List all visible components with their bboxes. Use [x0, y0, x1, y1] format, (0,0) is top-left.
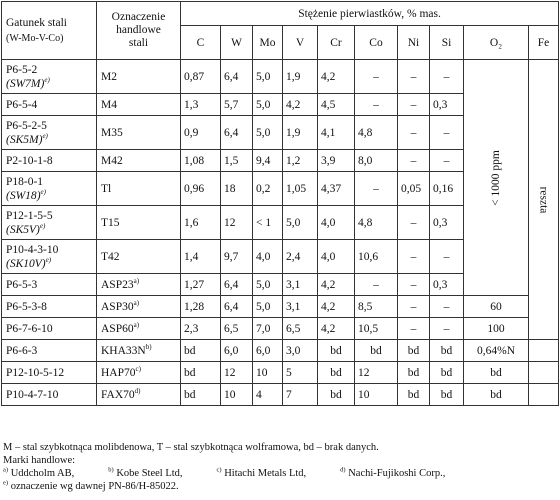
value-co: 4,8: [355, 116, 398, 150]
trade-name-cell: HAP70$^{c)}$: [97, 362, 181, 384]
value-c: 1,08: [181, 150, 221, 172]
value-cr: 4,2: [318, 318, 355, 340]
table-row: [2, 384, 559, 406]
value-o2: 60: [464, 296, 529, 318]
trade-name-cell: M2: [97, 60, 181, 94]
table-row: [2, 362, 559, 384]
value-co: 8,5: [355, 296, 398, 318]
value-cr: 4,0: [318, 240, 355, 274]
value-cr: bd: [318, 340, 355, 362]
footnote-abbreviations: M – stal szybkotnąca molibdenowa, T – stal szybkotnąca wolframowa, bd – brak danych.: [3, 442, 379, 453]
fe-merged-cell: reszta: [529, 60, 559, 340]
steel-grade-cell: P12-1-5-5 $(SK5V)^{e)}$: [2, 206, 97, 240]
value-co: bd: [355, 340, 398, 362]
trade-name-cell: $KHA33N^{b)}$: [97, 340, 181, 362]
value-mo: 7,0: [253, 318, 283, 340]
o2-merged-cell: < 1000 ppm: [464, 60, 529, 296]
value-w: 6,5: [221, 318, 253, 340]
value-ni: –: [398, 116, 430, 150]
value-v: 1,2: [283, 150, 318, 172]
value-v: 3,1: [283, 274, 318, 296]
header-element: W: [221, 26, 253, 60]
steel-grade-cell: P6-7-6-10: [2, 318, 97, 340]
value-ni: –: [398, 150, 430, 172]
trade-mark-note: $^{c)}$ Hitachi Metals Ltd,: [216, 466, 307, 479]
trade-name-cell: Tl: [97, 172, 181, 206]
value-ni: –: [398, 274, 430, 296]
value-si: bd: [430, 362, 464, 384]
value-si: –: [430, 150, 464, 172]
value-co: 10,6: [355, 240, 398, 274]
value-o2: 0,64%N: [464, 340, 529, 362]
value-si: 0,3: [430, 206, 464, 240]
value-cr: 4,37: [318, 172, 355, 206]
table-row: [2, 296, 559, 318]
trade-name-cell: M35: [97, 116, 181, 150]
steel-grade-cell: P6-5-3: [2, 274, 97, 296]
value-ni: –: [398, 240, 430, 274]
value-mo: 0,2: [253, 172, 283, 206]
value-c: 1,3: [181, 94, 221, 116]
value-ni: bd: [398, 340, 430, 362]
steel-grade-cell: P10-4-7-10: [2, 384, 97, 406]
header-element: Fe: [529, 26, 559, 60]
header-element: Cr: [318, 26, 355, 60]
value-fe: [529, 384, 559, 406]
value-v: 1,05: [283, 172, 318, 206]
value-ni: bd: [398, 362, 430, 384]
value-c: bd: [181, 384, 221, 406]
value-si: –: [430, 60, 464, 94]
header-element: Mo: [253, 26, 283, 60]
value-c: bd: [181, 340, 221, 362]
header-element: C: [181, 26, 221, 60]
value-w: 10: [221, 384, 253, 406]
value-v: 4,2: [283, 94, 318, 116]
value-o2: bd: [464, 362, 529, 384]
steel-grade-cell: P6-5-2-5 $(SK5M)^{e)}$: [2, 116, 97, 150]
trade-mark-note: $^{b)}$ Kobe Steel Ltd,: [108, 466, 183, 479]
value-v: 1,9: [283, 116, 318, 150]
value-cr: bd: [318, 384, 355, 406]
value-w: 1,5: [221, 150, 253, 172]
value-co: –: [355, 274, 398, 296]
value-si: bd: [430, 384, 464, 406]
value-w: 12: [221, 206, 253, 240]
value-c: 1,4: [181, 240, 221, 274]
value-v: 7: [283, 384, 318, 406]
header-element: Ni: [398, 26, 430, 60]
value-co: 10: [355, 384, 398, 406]
value-cr: bd: [318, 362, 355, 384]
trade-mark-note: $^{a)}$ Uddcholm AB,: [3, 466, 75, 479]
value-w: 6,0: [221, 340, 253, 362]
value-mo: 6,0: [253, 340, 283, 362]
header-trade-name: Oznaczenie handlowe stali: [97, 2, 181, 60]
steel-grade-cell: P6-6-3: [2, 340, 97, 362]
value-ni: –: [398, 94, 430, 116]
value-co: 8,0: [355, 150, 398, 172]
value-c: 0,9: [181, 116, 221, 150]
value-mo: 5,0: [253, 274, 283, 296]
value-si: 0,16: [430, 172, 464, 206]
steel-grade-cell: P6-5-3-8: [2, 296, 97, 318]
steel-grade-cell: P2-10-1-8: [2, 150, 97, 172]
value-si: –: [430, 296, 464, 318]
value-v: 5: [283, 362, 318, 384]
trade-name-cell: ASP30$^{a)}$: [97, 296, 181, 318]
header-element: Co: [355, 26, 398, 60]
value-co: –: [355, 60, 398, 94]
value-w: 6,4: [221, 60, 253, 94]
value-si: 0,3: [430, 274, 464, 296]
value-mo: 4: [253, 384, 283, 406]
value-o2: 100: [464, 318, 529, 340]
footnote-old-designation: $^{e)}$ oznaczenie wg dawnej PN-86/H-85022.: [3, 479, 179, 492]
value-co: 4,8: [355, 206, 398, 240]
value-v: 5,0: [283, 206, 318, 240]
value-ni: –: [398, 318, 430, 340]
table-row: [2, 60, 559, 94]
value-cr: 4,2: [318, 274, 355, 296]
value-cr: 4,2: [318, 296, 355, 318]
footnote-trade-marks: [3, 467, 558, 480]
value-c: bd: [181, 362, 221, 384]
steel-grade-cell: P6-5-4: [2, 94, 97, 116]
value-si: bd: [430, 340, 464, 362]
value-mo: 5,0: [253, 60, 283, 94]
header-element: V: [283, 26, 318, 60]
value-mo: 5,0: [253, 296, 283, 318]
trade-name-cell: FAX70$^{d)}$: [97, 384, 181, 406]
steel-grade-cell: P10-4-3-10 $(SK10V)^{e)}$: [2, 240, 97, 274]
value-ni: –: [398, 206, 430, 240]
steel-grade-cell: P6-5-2 $(SW7M)^{e)}$: [2, 60, 97, 94]
value-si: –: [430, 116, 464, 150]
value-mo: 9,4: [253, 150, 283, 172]
footnote-trade-marks-label: Marki handlowe:: [3, 455, 76, 466]
value-ni: –: [398, 60, 430, 94]
value-v: 6,5: [283, 318, 318, 340]
value-mo: 5,0: [253, 94, 283, 116]
trade-mark-note: $^{d)}$ Nachi-Fujikoshi Corp.,: [340, 466, 446, 479]
value-si: –: [430, 240, 464, 274]
header-steel-grade: Gatunek stali (W-Mo-V-Co): [2, 2, 97, 60]
value-si: 0,3: [430, 94, 464, 116]
value-c: 0,87: [181, 60, 221, 94]
trade-name-cell: T42: [97, 240, 181, 274]
steel-grade-cell: P12-10-5-12: [2, 362, 97, 384]
trade-name-cell: M4: [97, 94, 181, 116]
header-element: O₂: [464, 26, 529, 60]
value-v: 3,0: [283, 340, 318, 362]
value-cr: 4,1: [318, 116, 355, 150]
value-co: 10,5: [355, 318, 398, 340]
table-footnotes: [3, 441, 558, 493]
value-ni: bd: [398, 384, 430, 406]
value-co: –: [355, 172, 398, 206]
trade-name-cell: T15: [97, 206, 181, 240]
value-fe: [529, 362, 559, 384]
value-v: 1,9: [283, 60, 318, 94]
trade-name-cell: ASP23$^{a)}$: [97, 274, 181, 296]
header-concentration: Stężenie pierwiastków, % mas.: [181, 2, 559, 26]
value-mo: 5,0: [253, 116, 283, 150]
value-co: 12: [355, 362, 398, 384]
value-w: 6,4: [221, 296, 253, 318]
table-row: [2, 318, 559, 340]
value-mo: 10: [253, 362, 283, 384]
value-w: 9,7: [221, 240, 253, 274]
value-w: 6,4: [221, 116, 253, 150]
value-c: 1,6: [181, 206, 221, 240]
trade-name-cell: M42: [97, 150, 181, 172]
value-mo: < 1: [253, 206, 283, 240]
value-cr: 4,2: [318, 60, 355, 94]
value-w: 18: [221, 172, 253, 206]
value-fe: [529, 340, 559, 362]
value-w: 12: [221, 362, 253, 384]
trade-name-cell: ASP60$^{a)}$: [97, 318, 181, 340]
value-cr: 4,0: [318, 206, 355, 240]
value-cr: 3,9: [318, 150, 355, 172]
value-v: 2,4: [283, 240, 318, 274]
value-cr: 4,5: [318, 94, 355, 116]
value-c: 1,28: [181, 296, 221, 318]
value-ni: 0,05: [398, 172, 430, 206]
value-c: 1,27: [181, 274, 221, 296]
header-element: Si: [430, 26, 464, 60]
value-si: –: [430, 318, 464, 340]
value-co: –: [355, 94, 398, 116]
value-mo: 4,0: [253, 240, 283, 274]
steel-grade-cell: P18-0-1 $(SW18)^{e)}$: [2, 172, 97, 206]
value-c: 2,3: [181, 318, 221, 340]
value-w: 6,4: [221, 274, 253, 296]
value-o2: bd: [464, 384, 529, 406]
value-ni: –: [398, 296, 430, 318]
value-c: 0,96: [181, 172, 221, 206]
value-w: 5,7: [221, 94, 253, 116]
value-v: 3,1: [283, 296, 318, 318]
steel-composition-table: [1, 1, 559, 406]
table-row: [2, 340, 559, 362]
